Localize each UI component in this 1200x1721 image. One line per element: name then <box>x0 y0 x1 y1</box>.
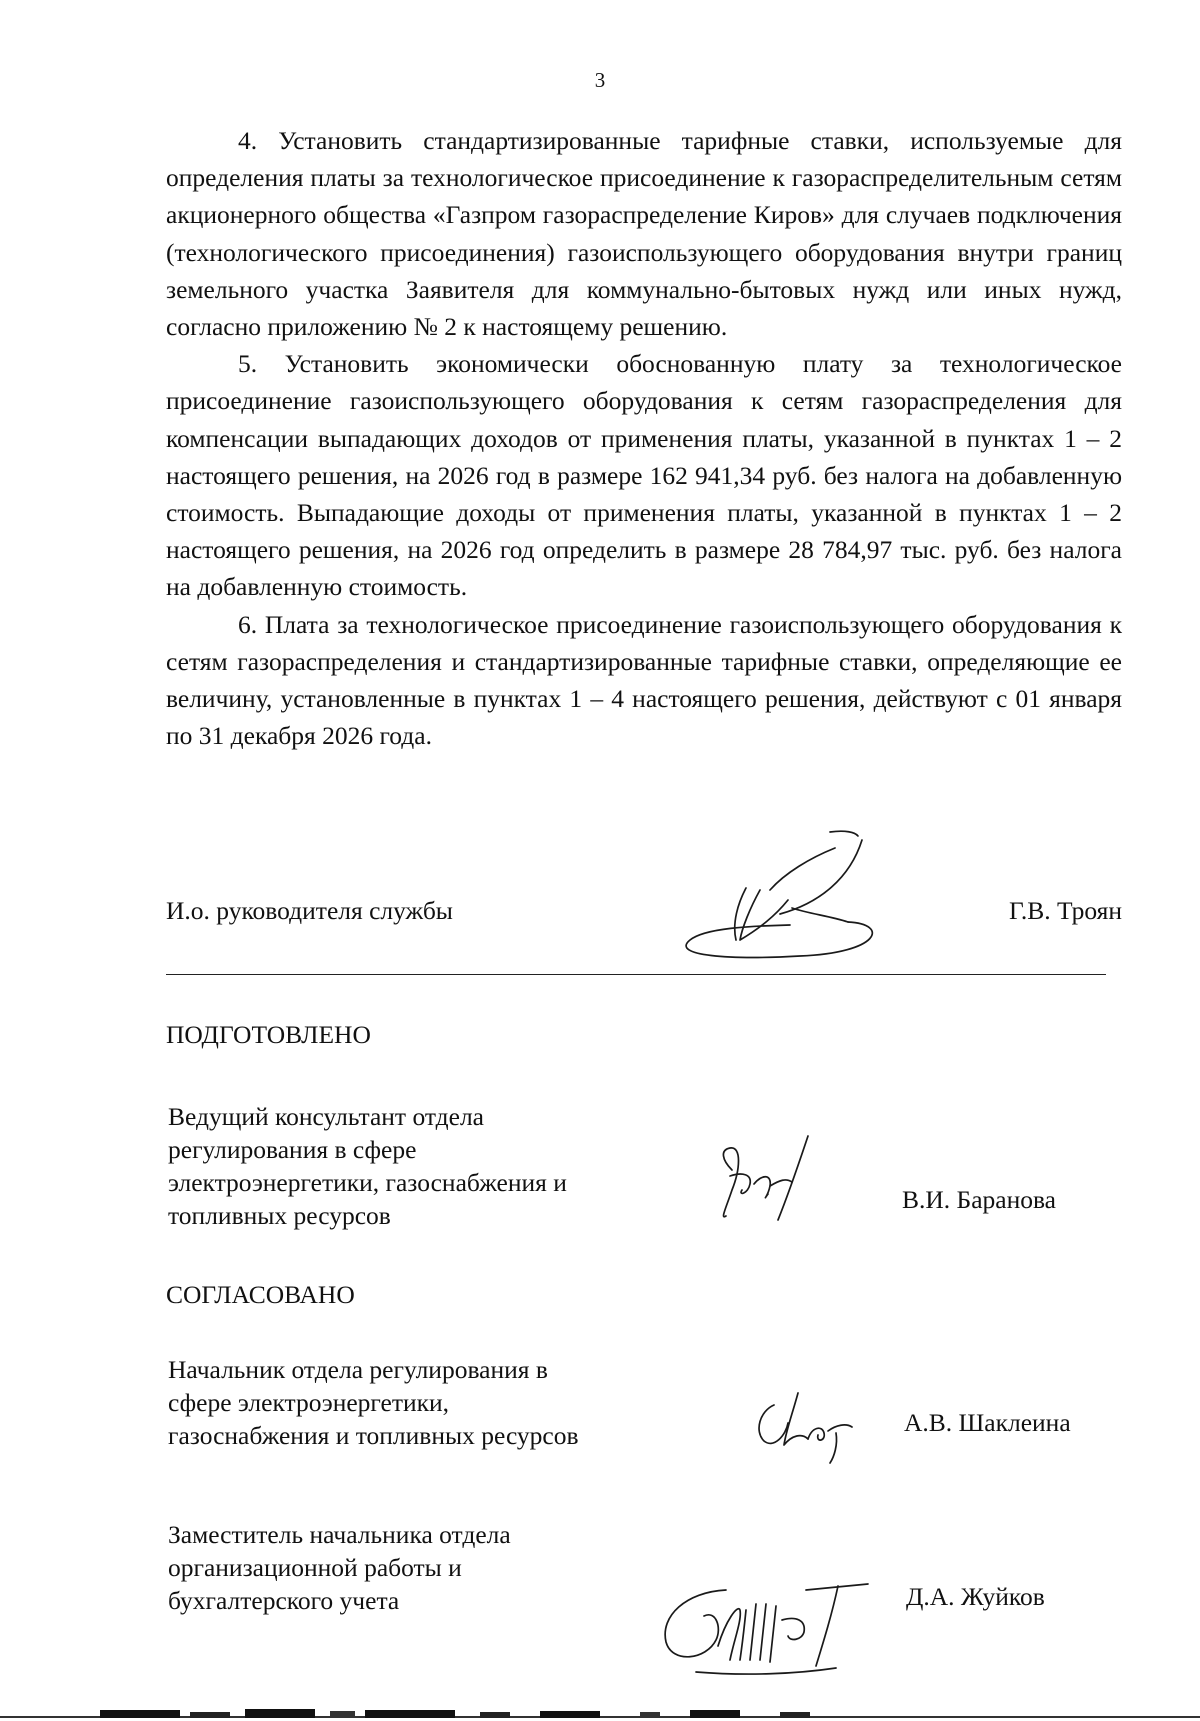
head-signatory-name: Г.В. Троян <box>1009 896 1122 925</box>
head-signatory-role: И.о. руководителя службы <box>166 896 453 925</box>
prepared-role-line: регулирования в сфере <box>168 1135 417 1164</box>
prepared-role-line: электроэнергетики, газоснабжения и <box>168 1168 567 1197</box>
head-signature-row <box>166 896 1122 926</box>
agreed-role-line: сфере электроэнергетики, <box>168 1388 450 1417</box>
agreed-signature-1-icon <box>752 1375 862 1465</box>
agreed-name-1: А.В. Шаклеина <box>904 1408 1071 1437</box>
agreed-name-2: Д.А. Жуйков <box>906 1582 1045 1611</box>
prepared-label: ПОДГОТОВЛЕНО <box>166 1020 371 1049</box>
prepared-role-line: топливных ресурсов <box>168 1201 391 1230</box>
paragraph-item-4: 4. Установить стандартизированные тарифные ставки, используемые для определения платы за технологическое присоединение к газораспределительным сетям акционерного общества «Газпром газораспределение Киров» для случаев подключения (технологического присоединения) газоиспользующего оборудования внутри границ земельного участка Заявителя для коммунально-бытовых нужд или иных нужд, согласно приложению № 2 к настоящему решению. <box>166 126 1122 342</box>
agreed-role-2 <box>168 1518 511 1617</box>
paragraph-item-5: 5. Установить экономически обоснованную плату за технологическое присоединение газоиспользующего оборудования к сетям газораспределения для компенсации выпадающих доходов от применения платы, указанной в пунктах 1 – 2 настоящего решения, на 2026 год в размере 162 941,34 руб. без налога на добавленную стоимость. Выпадающие доходы от применения платы, указанной в пунктах 1 – 2 настоящего решения, на 2026 год определить в размере 28 784,97 тыс. руб. без налога на добавленную стоимость. <box>166 349 1122 602</box>
agreed-role-line: бухгалтерского учета <box>168 1586 400 1615</box>
agreed-role-line: Заместитель начальника отдела <box>168 1520 511 1549</box>
signature-divider <box>166 974 1106 975</box>
decision-body <box>166 122 1122 754</box>
agreed-signature-2-icon <box>656 1580 886 1680</box>
agreed-role-line: Начальник отдела регулирования в <box>168 1355 548 1384</box>
page-number: 3 <box>594 68 606 92</box>
agreed-role-1 <box>168 1353 579 1452</box>
paragraph-item-6: 6. Плата за технологическое присоединение газоиспользующего оборудования к сетям газораспределения и стандартизированные тарифные ставки, определяющие ее величину, установленные в пунктах 1 – 4 настоящего решения, действуют с 01 января по 31 декабря 2026 года. <box>166 609 1122 751</box>
prepared-role <box>168 1100 567 1232</box>
head-signature-icon <box>680 828 920 960</box>
scan-edge <box>0 1706 1200 1721</box>
prepared-name: В.И. Баранова <box>902 1185 1056 1214</box>
agreed-role-line: газоснабжения и топливных ресурсов <box>168 1421 579 1450</box>
prepared-signature-icon <box>712 1130 822 1230</box>
prepared-role-line: Ведущий консультант отдела <box>168 1102 484 1131</box>
agreed-role-line: организационной работы и <box>168 1553 462 1582</box>
agreed-label: СОГЛАСОВАНО <box>166 1280 355 1309</box>
